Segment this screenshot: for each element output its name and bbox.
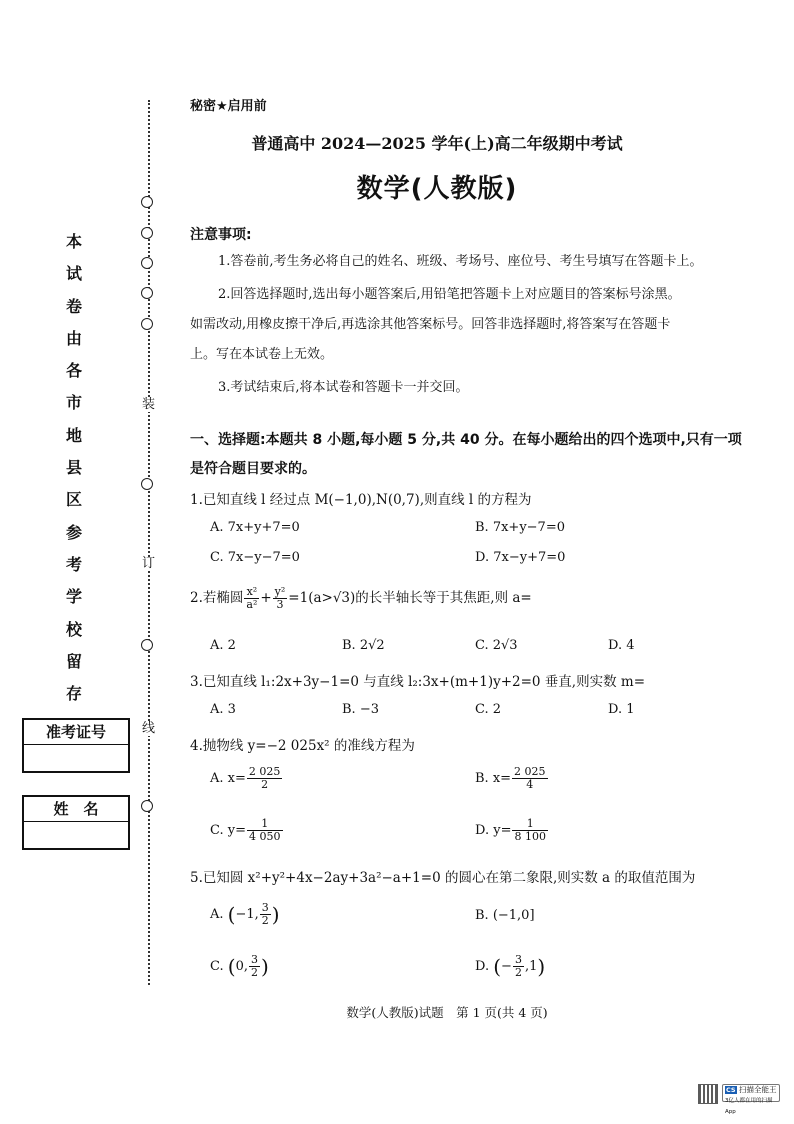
binding-char: 线 [142, 721, 156, 736]
binding-char: 装 [142, 397, 156, 412]
side-char: 由 [65, 328, 82, 348]
q5-option-b[interactable]: B. (−1,0] [475, 908, 535, 923]
q5-option-c[interactable]: C. (0, $\frac{3}{2}$ ) [210, 953, 269, 979]
q1-option-b[interactable]: B. 7x+y−7=0 [475, 520, 565, 535]
question-4-stem: 4.抛物线 y=−2 025x² 的准线方程为 [190, 738, 415, 754]
note-1: 1.答卷前,考生务必将自己的姓名、班级、考场号、座位号、考生号填写在答题卡上。 [218, 254, 703, 269]
q3-option-b[interactable]: B. −3 [342, 702, 379, 717]
question-3-stem: 3.已知直线 l₁:2x+3y−1=0 与直线 l₂:3x+(m+1)y+2=0 垂直,则实数 m= [190, 674, 646, 690]
binding-hole [141, 257, 153, 269]
side-char: 试 [65, 264, 82, 284]
exam-id-label: 准考证号 [24, 720, 128, 745]
note-3: 3.考试结束后,将本试卷和答题卡一并交回。 [218, 380, 469, 395]
side-char: 存 [65, 684, 82, 704]
side-char: 留 [65, 651, 82, 671]
section-header [190, 426, 765, 484]
q5-option-d[interactable]: D. (− $\frac{3}{2}$ ,1) [475, 953, 546, 979]
note-2-cont: 上。写在本试卷上无效。 [190, 347, 334, 362]
q2-option-c[interactable]: C. 2√3 [475, 638, 518, 653]
section-line: 是符合题目要求的。 [190, 461, 316, 477]
q4-option-b[interactable]: B. x= $\frac{2 025}{4}$ [475, 765, 546, 791]
binding-hole [141, 639, 153, 651]
side-char: 校 [65, 619, 82, 639]
q5-option-a[interactable]: A. (−1, $\frac{3}{2}$ ) [210, 901, 280, 927]
fraction: $\frac{2 025}{2}$ [248, 765, 281, 791]
side-char: 本 [65, 232, 82, 251]
fraction: $\frac{1}{8 100}$ [514, 817, 546, 843]
confidential-mark: 秘密★启用前 [190, 99, 267, 114]
question-2-stem: 2.若椭圆 $\frac{\text{x²}}{\text{a²}}$ + $\frac{\text{y²}}{3}$ =1(a>√3)的长半轴长等于其焦距,则 a= [190, 585, 532, 611]
q4-option-c[interactable]: C. y= $\frac{1}{4 050}$ [210, 817, 281, 843]
q2-option-d[interactable]: D. 4 [608, 638, 635, 653]
binding-hole [141, 478, 153, 490]
side-char: 考 [65, 554, 82, 574]
notes-title: 注意事项: [190, 227, 252, 243]
q1-option-a[interactable]: A. 7x+y+7=0 [210, 520, 300, 535]
fraction: $\frac{\text{x²}}{\text{a²}}$ [246, 585, 258, 611]
note-2: 2.回答选择题时,选出每小题答案后,用铅笔把答题卡上对应题目的答案标号涂黑。 [218, 287, 681, 302]
question-5-stem: 5.已知圆 x²+y²+4x−2ay+3a²−a+1=0 的圆心在第二象限,则实数 a 的取值范围为 [190, 870, 696, 886]
question-1-stem: 1.已知直线 l 经过点 M(−1,0),N(0,7),则直线 l 的方程为 [190, 492, 532, 508]
page-footer: 数学(人教版)试题 第 1 页(共 4 页) [346, 1005, 548, 1020]
q2-option-a[interactable]: A. 2 [210, 638, 236, 653]
note-2-cont: 如需改动,用橡皮擦干净后,再选涂其他答案标号。回答非选择题时,将答案写在答题卡 [190, 317, 671, 332]
side-char: 参 [65, 522, 82, 542]
side-char: 区 [65, 490, 82, 510]
q2-option-b[interactable]: B. 2√2 [342, 638, 385, 653]
side-char: 各 [65, 361, 82, 381]
exam-id-field[interactable] [24, 745, 128, 771]
q3-option-a[interactable]: A. 3 [210, 702, 236, 717]
fraction: $\frac{3}{2}$ [250, 953, 258, 979]
q3-option-c[interactable]: C. 2 [475, 702, 502, 717]
fraction: $\frac{\text{y²}}{3}$ [274, 585, 286, 611]
side-char: 地 [65, 425, 82, 445]
section-line: 一、选择题:本题共 8 小题,每小题 5 分,共 40 分。在每小题给出的四个选项中,只有一项 [190, 432, 742, 448]
q4-option-a[interactable]: A. x= $\frac{2 025}{2}$ [210, 765, 281, 791]
q3-option-d[interactable]: D. 1 [608, 702, 635, 717]
fraction: $\frac{3}{2}$ [514, 953, 522, 979]
q4-option-d[interactable]: D. y= $\frac{1}{8 100}$ [475, 817, 546, 843]
binding-hole [141, 800, 153, 812]
qr-code-icon [698, 1084, 718, 1104]
side-char: 市 [65, 393, 82, 413]
fraction: $\frac{1}{4 050}$ [249, 817, 281, 843]
q1-option-c[interactable]: C. 7x−y−7=0 [210, 550, 300, 565]
binding-hole [141, 287, 153, 299]
q1-option-d[interactable]: D. 7x−y+7=0 [475, 550, 566, 565]
name-box [22, 795, 130, 850]
binding-char: 订 [142, 556, 156, 571]
binding-hole [141, 227, 153, 239]
binding-hole [141, 318, 153, 330]
scanner-watermark: CS 扫描全能王 3亿人都在用的扫描App [722, 1084, 780, 1102]
subject-title: 数学(人教版) [356, 174, 518, 204]
fraction: $\frac{3}{2}$ [261, 901, 269, 927]
scanner-logo-icon: CS [726, 1086, 736, 1094]
q2-text: 2.若椭圆 [190, 590, 244, 606]
side-notice [62, 226, 86, 710]
name-label: 姓 名 [24, 797, 128, 822]
side-char: 学 [65, 587, 82, 607]
exam-id-box [22, 718, 130, 773]
exam-title: 普通高中 2024—2025 学年(上)高二年级期中考试 [251, 134, 623, 153]
q2-text: =1(a>√3)的长半轴长等于其焦距,则 a= [288, 590, 532, 606]
side-char: 卷 [65, 296, 82, 316]
fraction: $\frac{2 025}{4}$ [514, 765, 546, 791]
side-char: 县 [65, 458, 82, 478]
name-field[interactable] [24, 822, 128, 848]
